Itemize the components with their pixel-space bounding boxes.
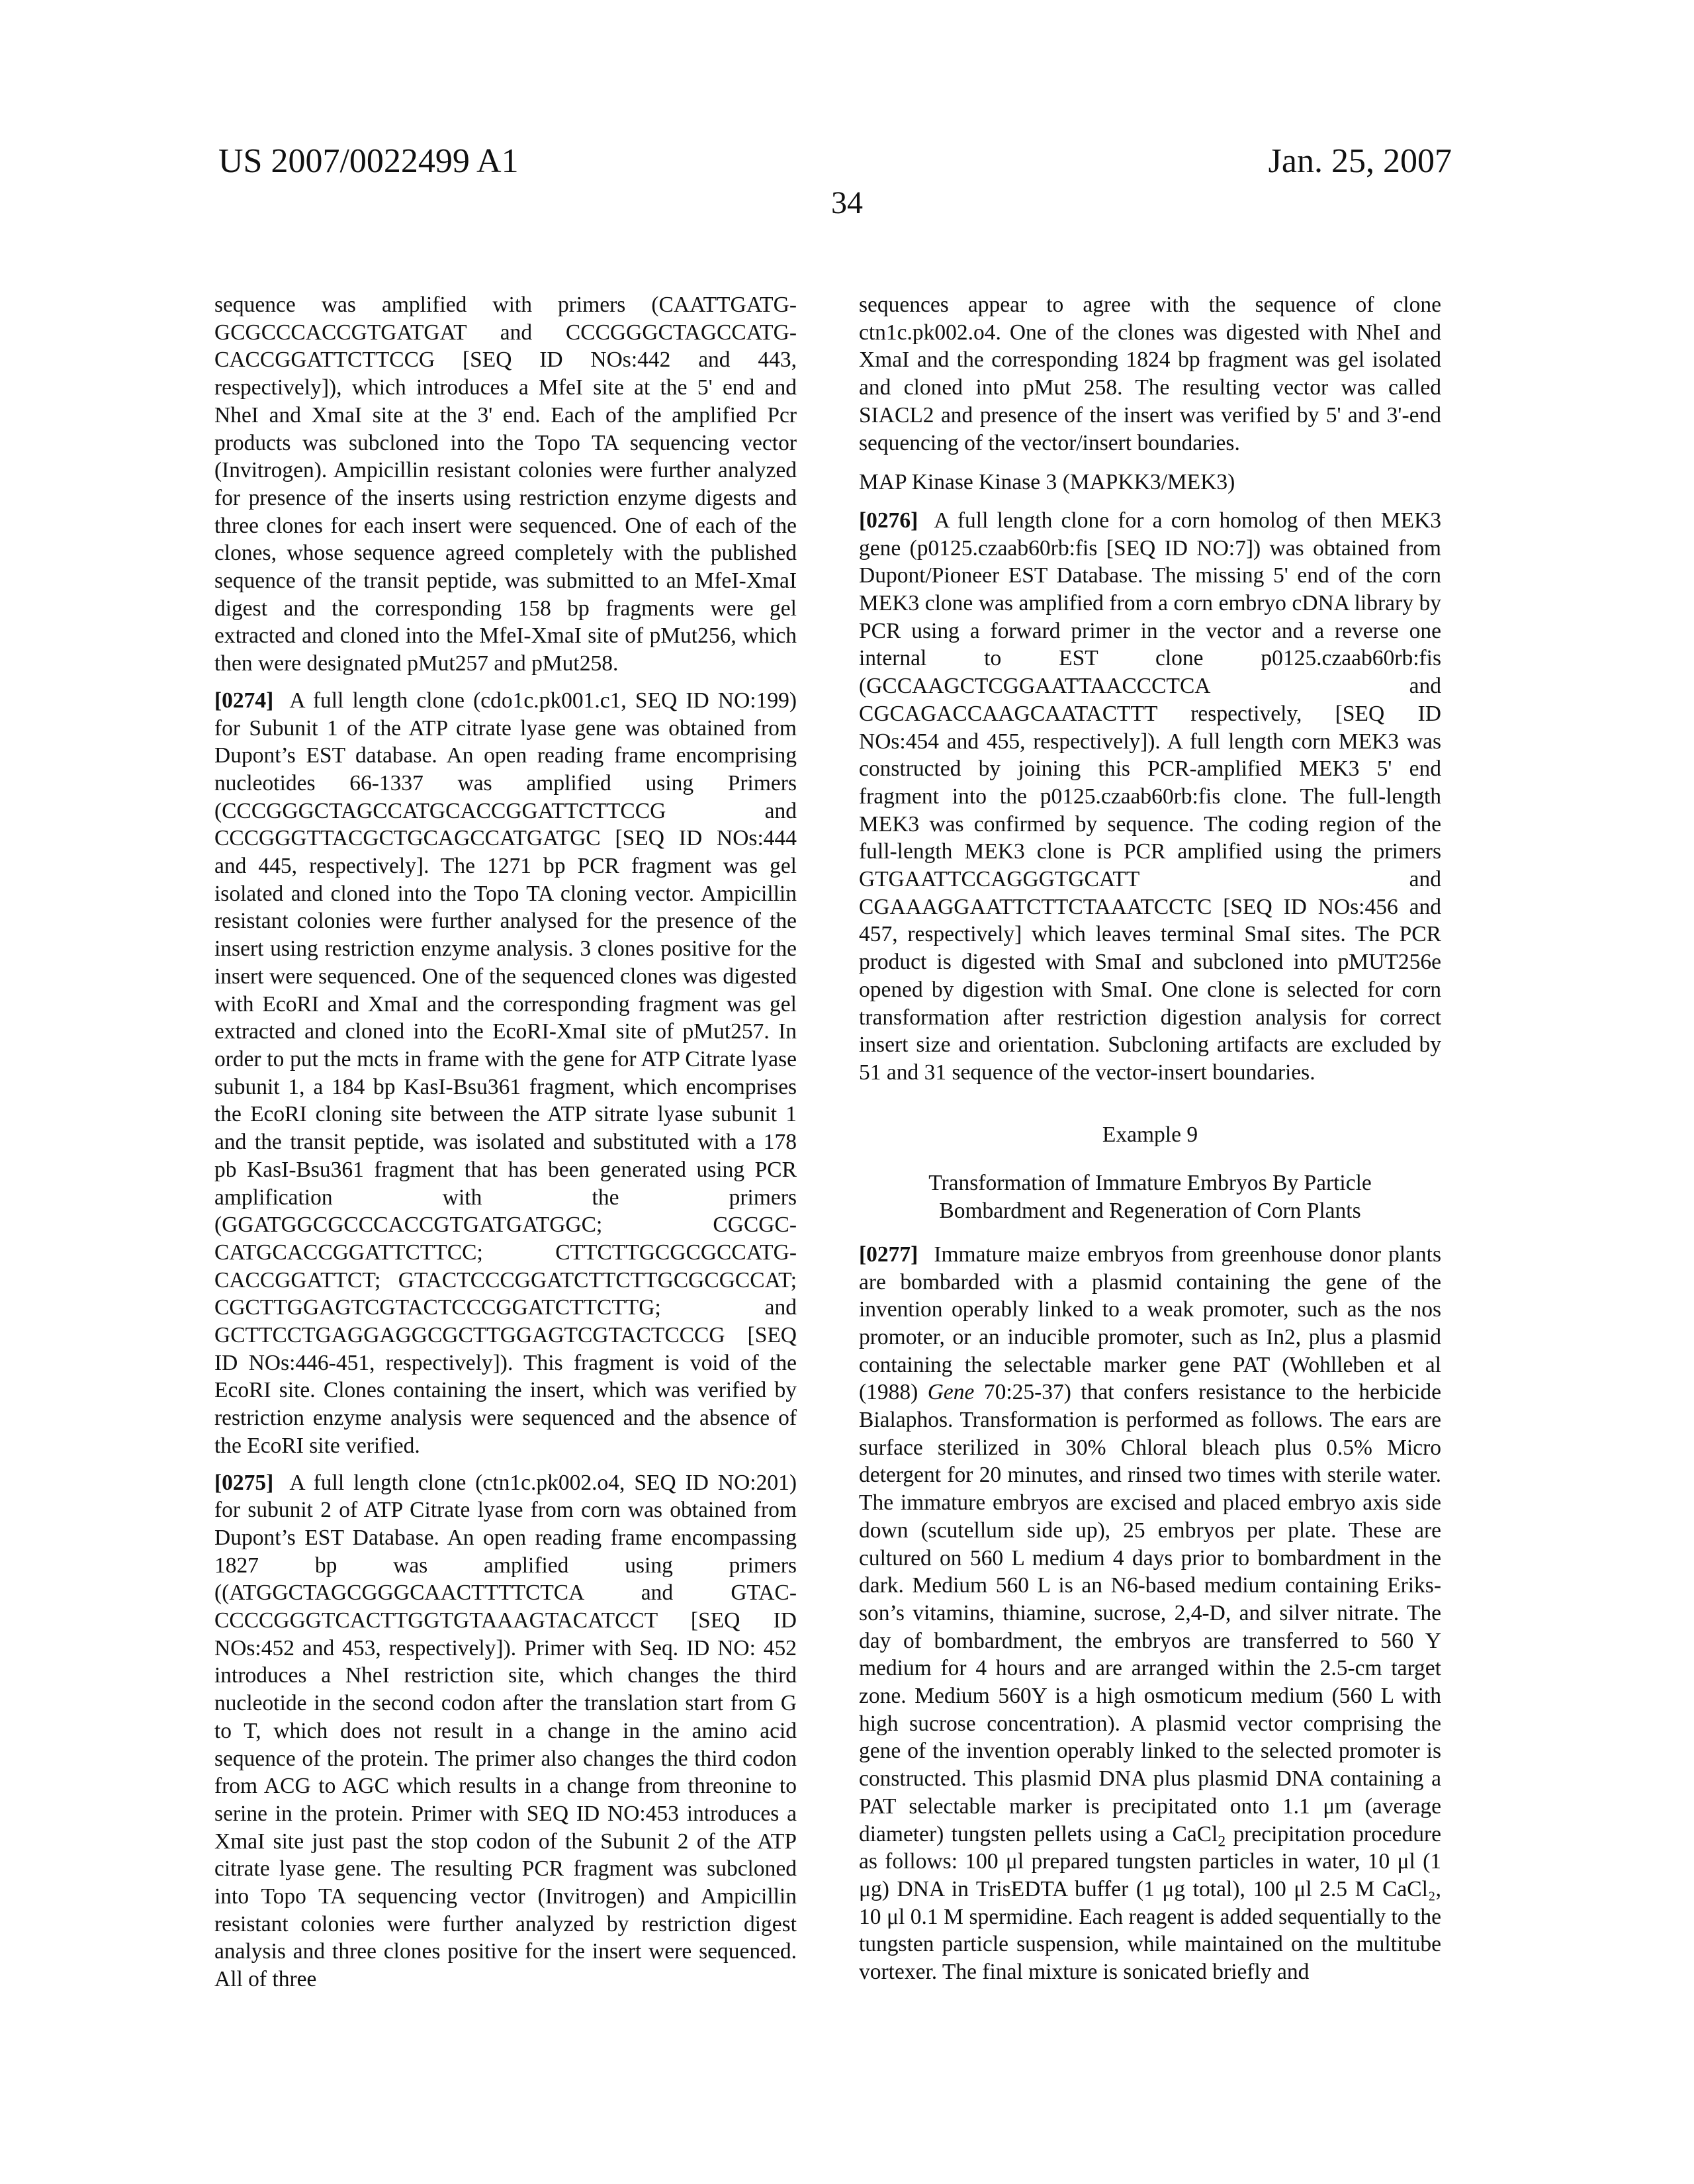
example-heading: Example 9 [859,1121,1441,1149]
paragraph-0277 [859,1241,1441,1986]
page-number: 34 [781,187,913,219]
paragraph-text: A full length clone (ctn1c.pk002.o4, SEQ ID NO:201) for subunit 2 of ATP Citrate lyase from corn was obtained from Dupont’s EST Database. An open reading frame encompassing 1827 bp was amplified using primers ((ATGGCTAGCGGGCAACTTTTCTCA and GTAC­CCCCGGGTCACTTGGTGTAAAGTACATCCT [SEQ ID NOs:452 and 453, respectively]). Primer with Seq. ID NO: 452 introduces a NheI restriction site, which changes the third nucleotide in the second codon after the translation start from G to T, which does not result in a change in the amino acid sequence of the protein. The primer also changes the third codon from ACG to AGC which results in a change from threonine to serine in the protein. Primer with SEQ ID NO:453 introduces a XmaI site just past the stop codon of the Subunit 2 of the ATP citrate lyase gene. The resulting PCR fragment was subcloned into Topo TA sequencing vector (Invitrogen) and Ampicillin resistant colonies were further analyzed by restriction digest analysis and three clones positive for the insert were sequenced. All of three [214,1471,797,1992]
paragraph-text: A full length clone for a corn homolog of then MEK3 gene (p0125.czaab60rb:fis [SEQ ID NO:7]) was obtained from Dupont/Pioneer EST Database. The missing 5' end of the corn MEK3 clone was amplified from a corn embryo cDNA library by PCR using a forward primer in the vector and a reverse one internal to EST clone p0125.czaab60rb:fis (GCCAAGCTCGGAATTAAC­CCTCA and CGCAGACCAAGCAATACTTT respectively, [SEQ ID NOs:454 and 455, respectively]). A full length corn MEK3 was constructed by joining this PCR-amplified MEK3 5' end fragment into the p0125.czaab60rb:fis clone. The full-length MEK3 was confirmed by sequence. The coding region of the full-length MEK3 clone is PCR ampli­fied using the primers GTGAATTCCAGGGTGCATT and CGAAAGGAATTCTTCTAAATCCTC [SEQ ID NOs:456 and 457, respectively] which leaves terminal SmaI sites. The PCR product is digested with SmaI and subcloned into pMUT256e opened by digestion with SmaI. One clone is selected for corn transformation after restriction digestion analysis for correct insert size and orientation. Subcloning artifacts are excluded by 51 and 31 sequence of the vector-insert boundaries. [859,508,1441,1085]
paragraph-number: [0274] [214,688,273,713]
paragraph-number: [0275] [214,1471,273,1495]
paragraph-text: A full length clone (cdo1c.pk001.c1, SEQ ID NO:199) for Subunit 1 of the ATP citrate lyase gene was obtained from Dupont’s EST database. An open reading frame encomprising nucleotides 66-1337 was amplified using Primers (CCCGGGCTAGCCATGCACCGGATTCT­TCCG and CCCGGGTTACGCTGCAGCCATGATGC [SEQ ID NOs:444 and 445, respectively]. The 1271 bp PCR fragment was gel isolated and cloned into the Topo TA cloning vector. Ampicillin resistant colonies were further analysed for the presence of the insert using restriction enzyme analysis. 3 clones positive for the insert were sequenced. One of the sequenced clones was digested with EcoRI and XmaI and the corresponding fragment was gel extracted and cloned into the EcoRI-XmaI site of pMut257. In order to put the mcts in frame with the gene for ATP Citrate lyase subunit 1, a 184 bp KasI-Bsu361 fragment, which encomprises the EcoRI cloning site between the ATP sitrate lyase subunit 1 and the transit peptide, was isolated and substituted with a 178 pb KasI-Bsu361 fragment that has been generated using PCR amplification with the prim­ers (GGATGGCGCCCACCGTGATGATGGC; CGCGC­CATGCACCGGATTCTTCC; CTTCTTGCGCGCCATG­CACCGGATTCT; GTACTCCCGGATCTTCTTGCGCGCCAT; CGCTTG­GAGTCGTACTCCCGGATCTTCTTG; and GCTTCCT­GAGGAGGCGCTTGGAGTCGTACTCCCG [SEQ ID NOs:446-451, respectively]). This fragment is void of the EcoRI site. Clones containing the insert, which was verified by restriction enzyme analysis were sequenced and the absence of the EcoRI site verified. [214,688,797,1458]
right-column [859,291,1441,1995]
paragraph-0275 [214,1469,797,1993]
paragraph-0276 [859,507,1441,1087]
paragraph-text: Immature maize embryos from greenhouse donor plants are bombarded with a plasmid containing the gene of the invention operably linked to a weak promoter, such as the nos promoter, or an inducible promoter, such as In2, plus a plasmid containing the selectable marker gene PAT (Wohlleben et al (1988) [859,1242,1441,1405]
example-title [859,1169,1441,1224]
left-column [214,291,797,2003]
example-title-line: Transformation of Immature Embryos By Particle [859,1169,1441,1197]
section-subheading: MAP Kinase Kinase 3 (MAPKK3/MEK3) [859,469,1441,496]
subscript: 2 [1218,1833,1226,1850]
paragraph-text: 70:25-37) that confers resis­tance to the herbicide Bialaphos. Transformation is per­formed as follows. The ears are surface sterilized in 30% Chloral bleach plus 0.5% Micro detergent for 20 minutes, and rinsed two times with sterile water. The immature embryos are excised and placed embryo axis side down (scutellum side up), 25 embryos per plate. These are cultured on 560 L medium 4 days prior to bombardment in the dark. Medium 560 L is an N6-based medium containing Eriks­son’s vitamins, thiamine, sucrose, 2,4-D, and silver nitrate. The day of bombardment, the embryos are transferred to 560 Y medium for 4 hours and are arranged within the 2.5-cm target zone. Medium 560Y is a high osmoticum medium (560 L with high sucrose concentration). A plasmid vector comprising the gene of the invention operably linked to the selected promoter is constructed. This plasmid DNA plus plasmid DNA containing a PAT selectable marker is pre­cipitated onto 1.1 μm (average diameter) tungsten pellets using a CaCl [859,1380,1441,1846]
paragraph-number: [0276] [859,508,918,533]
publication-date: Jan. 25, 2007 [1269,144,1452,179]
paragraph-text: precipitation procedure as follows: 100 μl prepared tungsten particles in water, 10 μl (1 μg) DNA in TrisEDTA buffer (1 μg total), 100 μl 2.5 M CaCl₂, 10 μl 0.1 M spermidine. Each reagent is added sequentially to the tungsten particle suspension, while maintained on the mul­titube vortexer. The final mixture is sonicated briefly and [859,1822,1441,1985]
paragraph-continued: sequences appear to agree with the sequence of clone ctn1c.pk002.o4. One of the clones was digested with NheI and XmaI and the corresponding 1824 bp fragment was gel isolated and cloned into pMut 258. The resulting vector was called SIACL2 and presence of the insert was verified by 5' and 3'-end sequencing of the vector/insert boundaries. [859,291,1441,457]
paragraph-continued: sequence was amplified with primers (CAATTGATG­GCGCCCACCGTGATGAT and CCCGGGCTAGCCATG­CACCGGATTCTTCCG [SEQ ID NOs:442 and 443, respectively]), which introduces a MfeI site at the 5' end and NheI and XmaI site at the 3' end. Each of the amplified Pcr products was subcloned into the Topo TA sequencing vector (Invitrogen). Ampicillin resistant colonies were further ana­lyzed for presence of the inserts using restriction enzyme digests and three clones for each insert were sequenced. One of each of the clones, whose sequence agreed completely with the published sequence of the transit peptide, was submitted to an MfeI-XmaI digest and the corresponding 158 bp fragments were gel extracted and cloned into the MfeI-XmaI site of pMut256, which then were designated pMut257 and pMut258. [214,291,797,678]
publication-number: US 2007/0022499 A1 [218,144,519,179]
journal-name: Gene [928,1380,975,1404]
paragraph-number: [0277] [859,1242,918,1267]
paragraph-0274 [214,687,797,1460]
example-title-line: Bombardment and Regeneration of Corn Plants [859,1197,1441,1225]
